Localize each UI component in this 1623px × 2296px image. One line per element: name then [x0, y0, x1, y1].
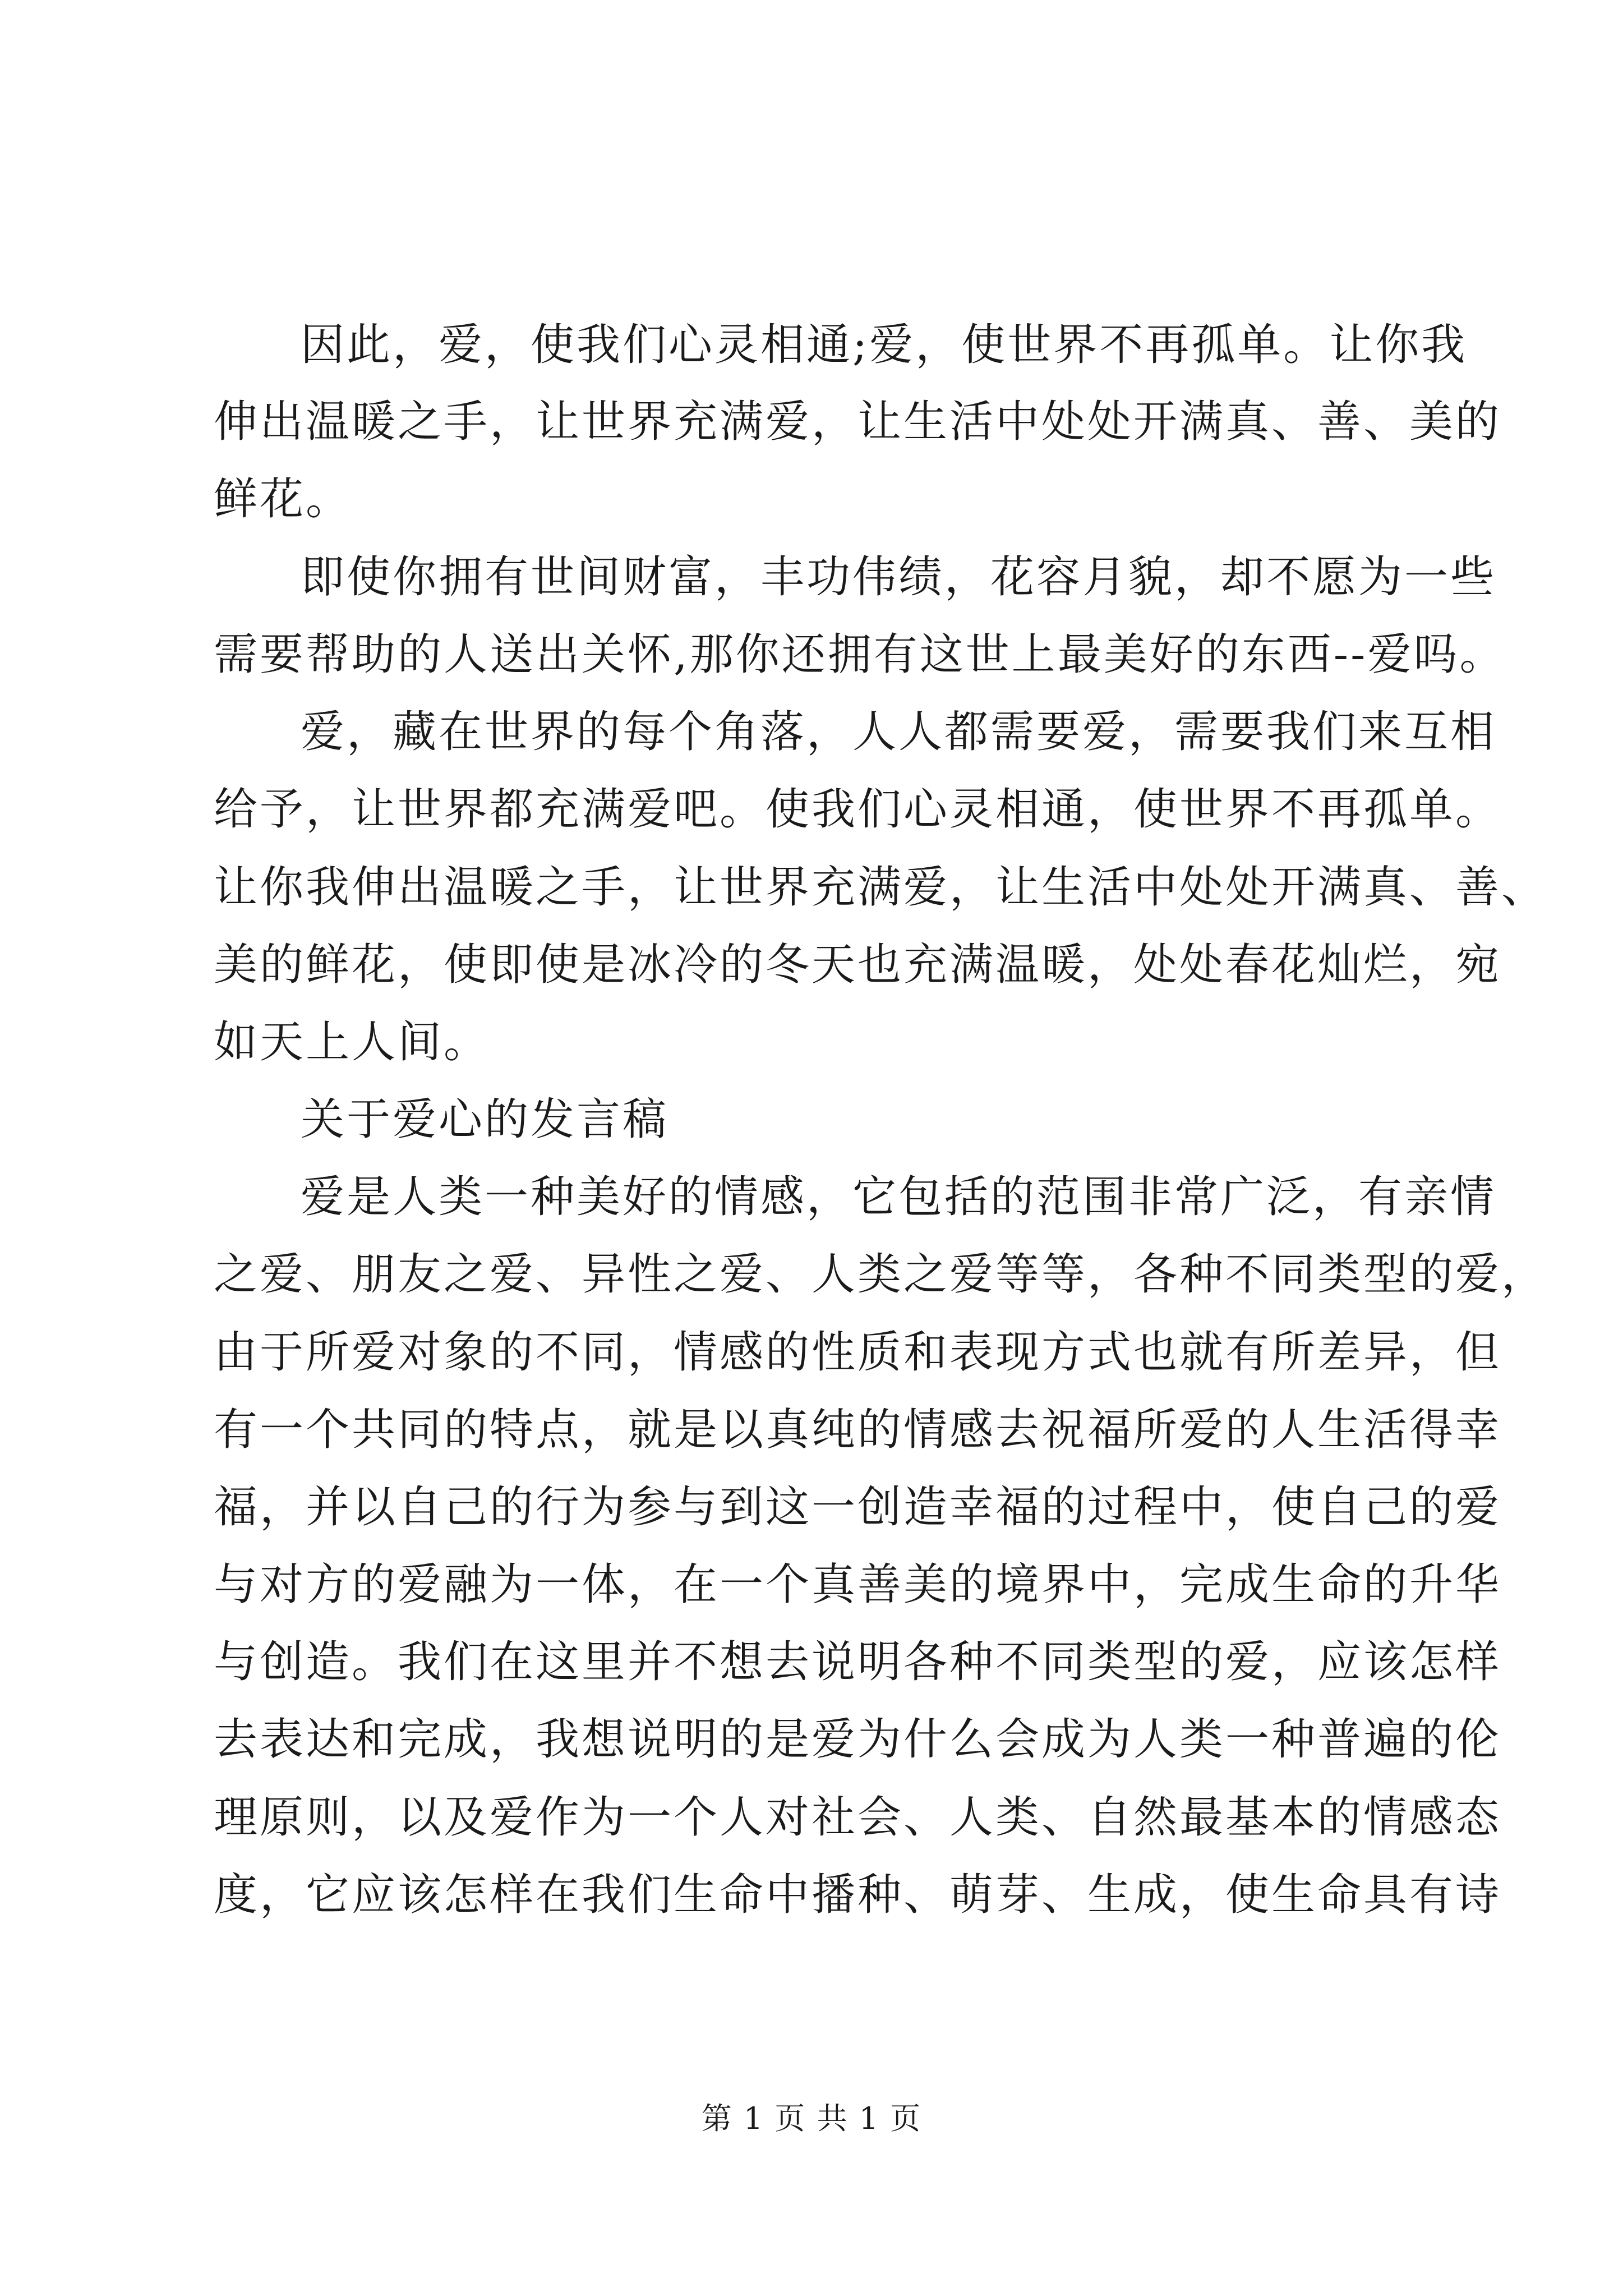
page-number-footer: 第 1 页 共 1 页 [701, 2101, 922, 2136]
paragraph-line: 爱，藏在世界的每个角落，人人都需要爱，需要我们来互相 [301, 707, 1497, 757]
paragraph-line: 如天上人间。 [214, 1017, 490, 1068]
paragraph-line: 美的鲜花，使即使是冰冷的冬天也充满温暖，处处春花灿烂，宛 [214, 940, 1502, 990]
paragraph-line: 伸出温暖之手，让世界充满爱，让生活中处处开满真、善、美的 [214, 397, 1502, 447]
paragraph-line: 福，并以自己的行为参与到这一创造幸福的过程中，使自己的爱 [214, 1482, 1502, 1533]
paragraph-line: 与对方的爱融为一体，在一个真善美的境界中，完成生命的升华 [214, 1559, 1502, 1610]
section-heading: 关于爱心的发言稿 [301, 1094, 669, 1145]
paragraph-line: 与创造。我们在这里并不想去说明各种不同类型的爱，应该怎样 [214, 1637, 1502, 1687]
paragraph-line: 由于所爱对象的不同，情感的性质和表现方式也就有所差异，但 [214, 1327, 1502, 1378]
paragraph-line: 有一个共同的特点，就是以真纯的情感去祝福所爱的人生活得幸 [214, 1405, 1502, 1455]
paragraph-line: 给予，让世界都充满爱吧。使我们心灵相通，使世界不再孤单。 [214, 784, 1502, 835]
paragraph-line: 之爱、朋友之爱、异性之爱、人类之爱等等，各种不同类型的爱， [214, 1249, 1548, 1300]
paragraph-line: 去表达和完成，我想说明的是爱为什么会成为人类一种普遍的伦 [214, 1714, 1502, 1765]
paragraph-line: 因此，爱，使我们心灵相通;爱，使世界不再孤单。让你我 [301, 320, 1468, 370]
paragraph-line: 即使你拥有世间财富，丰功伟绩，花容月貌，却不愿为一些 [301, 552, 1497, 602]
paragraph-line: 度，它应该怎样在我们生命中播种、萌芽、生成，使生命具有诗 [214, 1870, 1502, 1920]
paragraph-line: 鲜花。 [214, 474, 352, 524]
paragraph-line: 让你我伸出温暖之手，让世界充满爱，让生活中处处开满真、善、 [214, 862, 1548, 913]
paragraph-line: 理原则，以及爱作为一个人对社会、人类、自然最基本的情感态 [214, 1792, 1502, 1843]
paragraph-line: 需要帮助的人送出关怀,那你还拥有这世上最美好的东西--爱吗。 [214, 629, 1506, 680]
paragraph-line: 爱是人类一种美好的情感，它包括的范围非常广泛，有亲情 [301, 1172, 1497, 1222]
